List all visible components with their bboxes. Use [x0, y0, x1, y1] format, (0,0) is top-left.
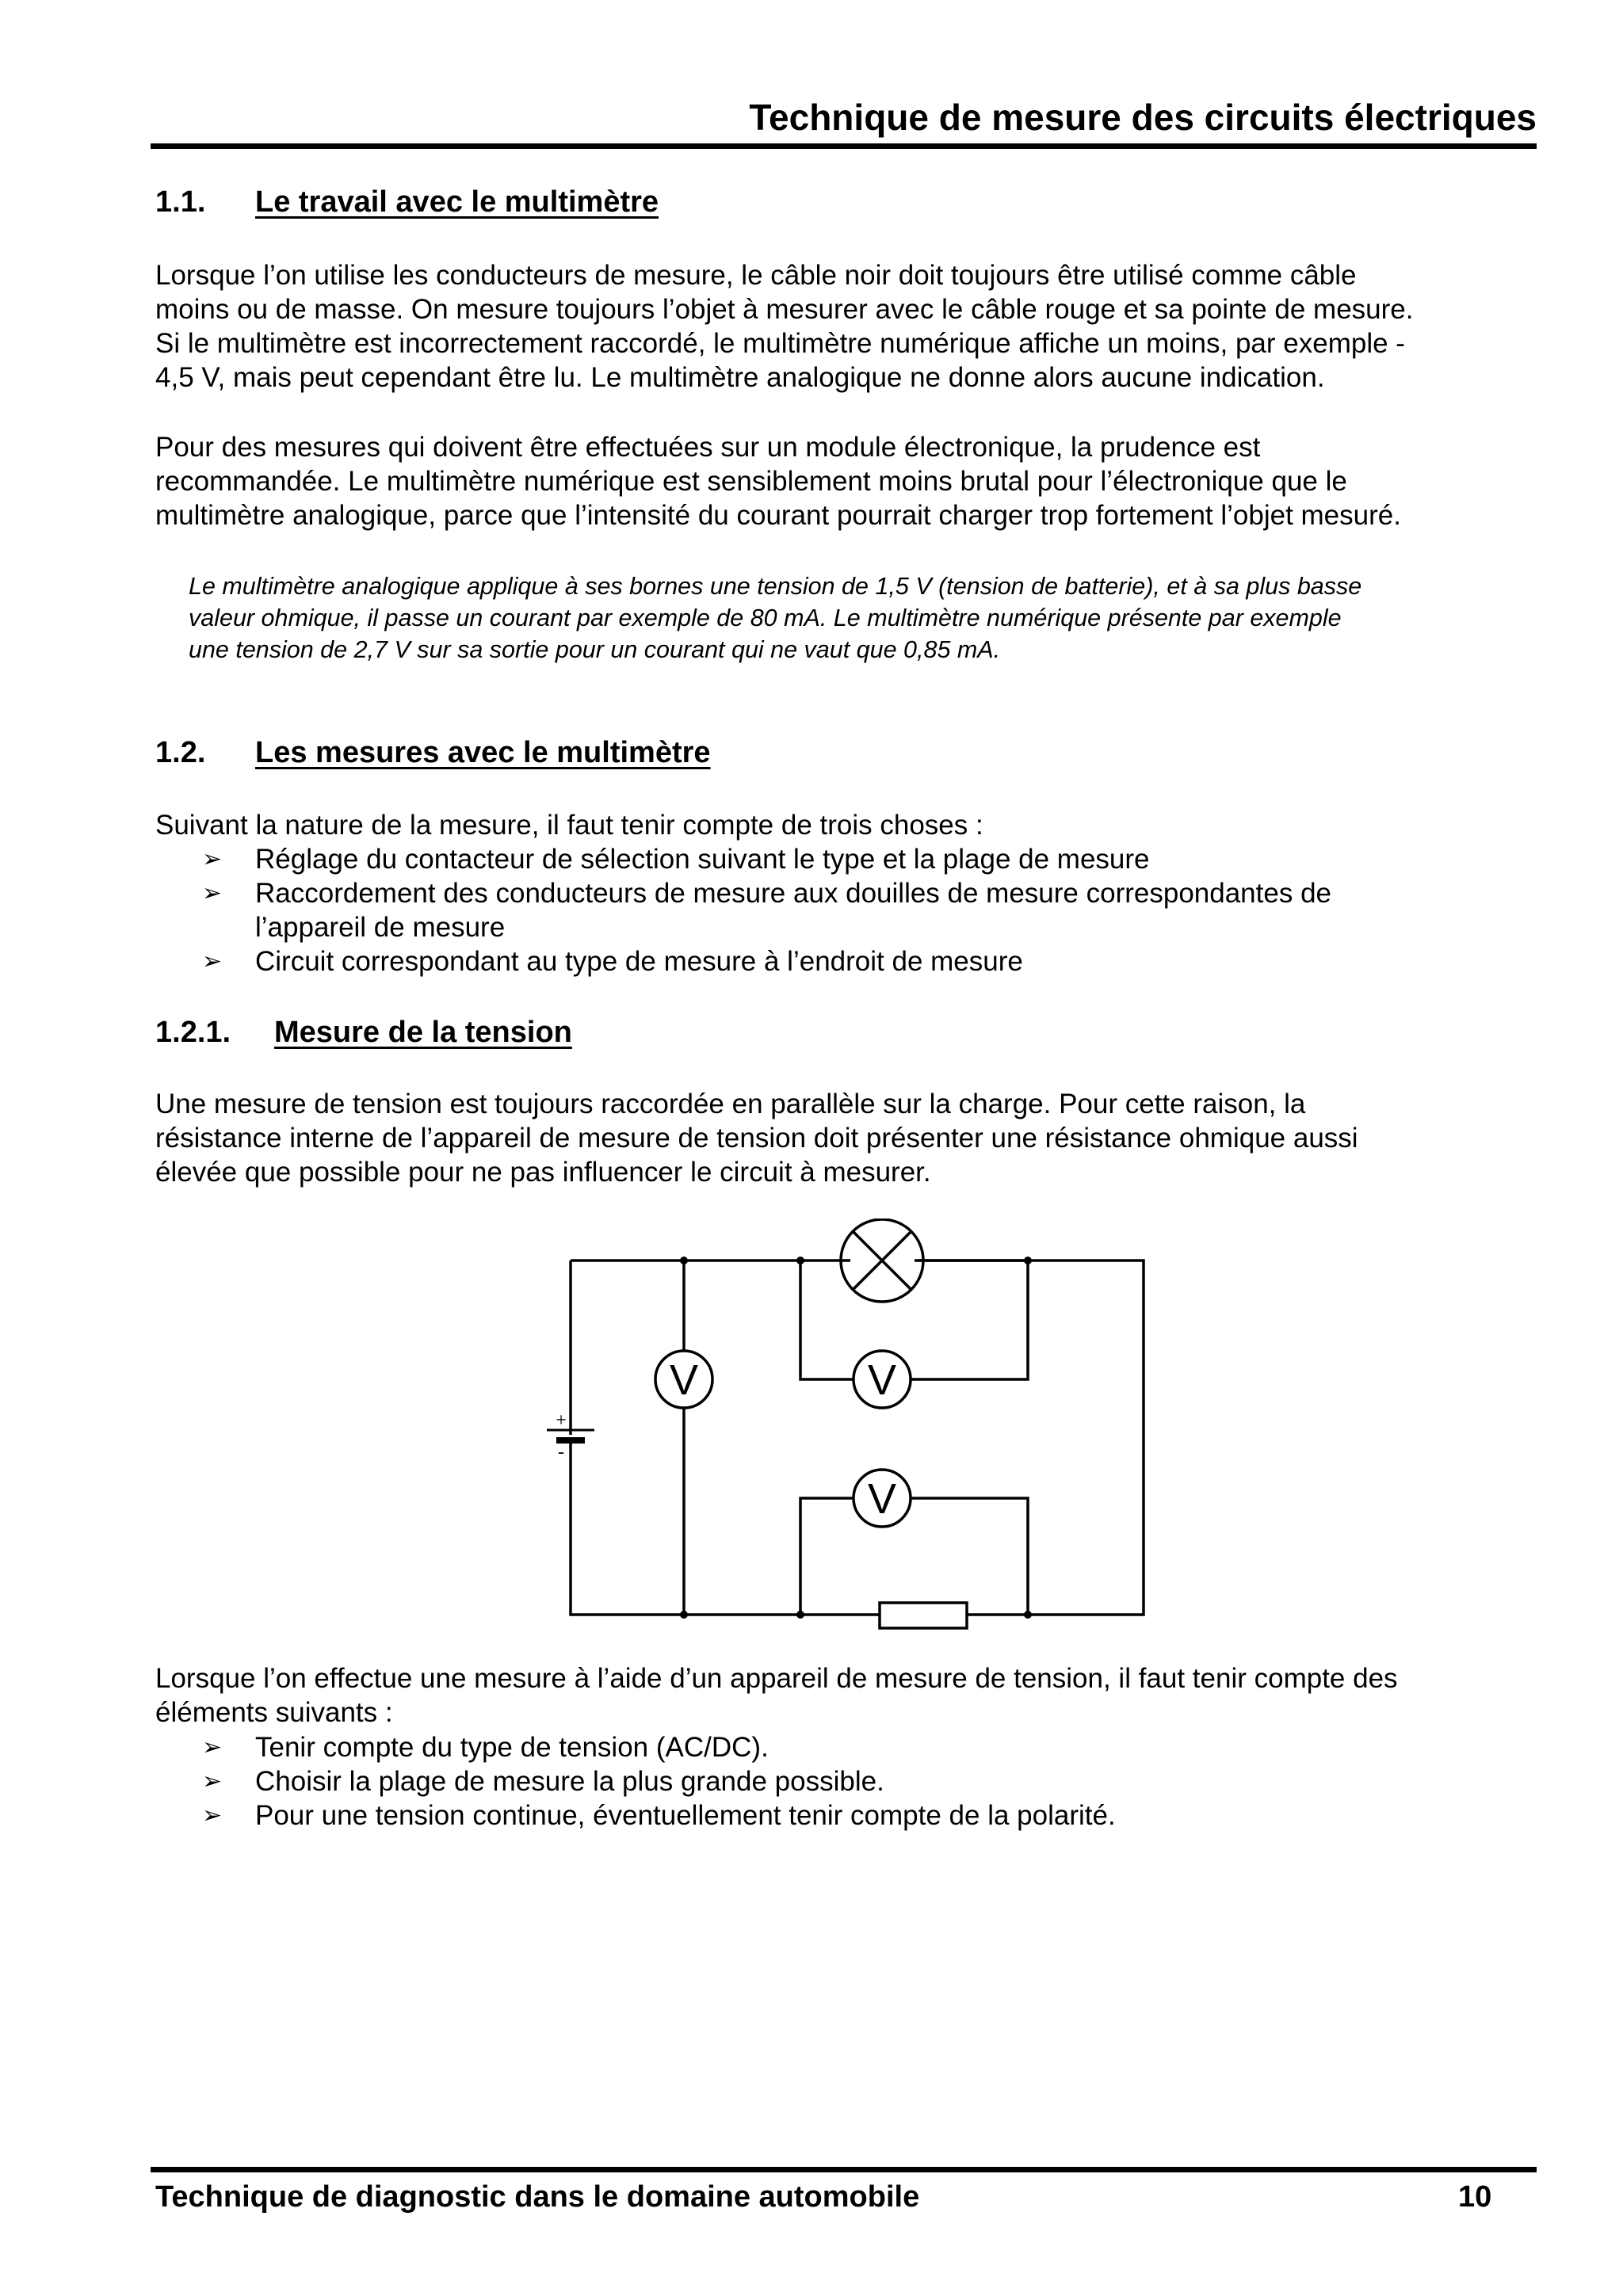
resistor-symbol	[880, 1603, 967, 1628]
text-line: Réglage du contacteur de sélection suivant le type et la plage de mesure	[255, 844, 1150, 875]
list-item	[202, 876, 1533, 944]
text-line: moins ou de masse. On mesure toujours l’objet à mesurer avec le câble rouge et sa pointe de mesure.	[155, 294, 1414, 325]
list-item	[202, 1764, 1533, 1798]
text-line: Si le multimètre est incorrectement raccordé, le multimètre numérique affiche un moins, par exemple -	[155, 328, 1405, 359]
text-line: Choisir la plage de mesure la plus grande possible.	[255, 1766, 884, 1797]
section-title: Mesure de la tension	[274, 1016, 572, 1049]
footer-rule	[151, 2167, 1537, 2172]
text-line: résistance interne de l’appareil de mesure de tension doit présenter une résistance ohmique aussi	[155, 1123, 1358, 1154]
text-line: multimètre analogique, parce que l’intensité du courant pourrait charger trop fortement l’objet mesuré.	[155, 500, 1401, 531]
text-line: 4,5 V, mais peut cependant être lu. Le multimètre analogique ne donne alors aucune indication.	[155, 362, 1325, 393]
section-1-2-1-paragraph-1	[155, 1087, 1538, 1189]
lamp-symbol	[841, 1219, 923, 1302]
text-line: valeur ohmique, il passe un courant par exemple de 80 mA. Le multimètre numérique présente par exemple	[189, 605, 1342, 631]
voltmeter-label: V	[867, 1356, 897, 1404]
arrow-bullet-icon: ➢	[202, 1802, 223, 1829]
section-1-1-paragraph-1	[155, 258, 1538, 395]
list-item	[202, 944, 1533, 978]
page-header-title: Technique de mesure des circuits électriques	[749, 97, 1537, 138]
list-item	[202, 1730, 1533, 1764]
text-line: Lorsque l’on effectue une mesure à l’aide d’un appareil de mesure de tension, il faut tenir compte des	[155, 1663, 1398, 1694]
text-line: recommandée. Le multimètre numérique est sensiblement moins brutal pour l’électronique que le	[155, 466, 1347, 497]
arrow-bullet-icon: ➢	[202, 1733, 223, 1761]
text-line: une tension de 2,7 V sur sa sortie pour un courant qui ne vaut que 0,85 mA.	[189, 636, 1001, 663]
voltmeter-label: V	[669, 1356, 699, 1404]
arrow-bullet-icon: ➢	[202, 845, 223, 873]
text-line: élevée que possible pour ne pas influencer le circuit à mesurer.	[155, 1157, 931, 1188]
list-item	[202, 842, 1533, 876]
section-title: Le travail avec le multimètre	[255, 185, 659, 219]
section-number: 1.1.	[155, 185, 206, 219]
text-line: Suivant la nature de la mesure, il faut tenir compte de trois choses :	[155, 810, 983, 841]
section-1-2-heading	[155, 735, 711, 770]
footer-title: Technique de diagnostic dans le domaine automobile	[155, 2180, 920, 2214]
text-line: Raccordement des conducteurs de mesure aux douilles de mesure correspondantes de	[255, 878, 1331, 909]
battery-plus-label: +	[556, 1410, 567, 1431]
header-rule	[151, 143, 1537, 149]
section-title: Les mesures avec le multimètre	[255, 736, 711, 769]
arrow-bullet-icon: ➢	[202, 879, 223, 907]
battery-minus-label: -	[558, 1442, 564, 1463]
arrow-bullet-icon: ➢	[202, 1768, 223, 1795]
section-1-2-intro	[155, 808, 1538, 842]
section-1-2-1-heading	[155, 1015, 572, 1050]
italic-note	[189, 570, 1536, 666]
junction-dots	[680, 1257, 1032, 1619]
text-line: Le multimètre analogique applique à ses bornes une tension de 1,5 V (tension de batterie), et à sa plus basse	[189, 573, 1362, 600]
circuit-wires	[571, 1261, 1144, 1615]
arrow-bullet-icon: ➢	[202, 948, 223, 975]
section-1-1-paragraph-2	[155, 430, 1538, 532]
list-item	[202, 1798, 1533, 1833]
page-number: 10	[1458, 2180, 1492, 2214]
text-line: Circuit correspondant au type de mesure à l’endroit de mesure	[255, 946, 1023, 977]
text-line: Une mesure de tension est toujours raccordée en parallèle sur la charge. Pour cette raison, la	[155, 1089, 1306, 1119]
section-1-2-1-bullet-list	[202, 1730, 1533, 1833]
text-line: Pour des mesures qui doivent être effectuées sur un module électronique, la prudence est	[155, 432, 1261, 463]
section-1-2-bullet-list	[202, 842, 1533, 978]
section-1-1-heading	[155, 185, 659, 219]
text-line: Lorsque l’on utilise les conducteurs de mesure, le câble noir doit toujours être utilisé comme câble	[155, 260, 1357, 291]
section-number: 1.2.	[155, 736, 206, 769]
section-1-2-1-paragraph-2	[155, 1661, 1538, 1730]
text-line: l’appareil de mesure	[255, 912, 506, 943]
text-line: Pour une tension continue, éventuellement tenir compte de la polarité.	[255, 1800, 1116, 1831]
voltage-measurement-circuit-diagram	[539, 1219, 1157, 1638]
text-line: Tenir compte du type de tension (AC/DC).	[255, 1732, 769, 1763]
section-number: 1.2.1.	[155, 1016, 231, 1049]
text-line: éléments suivants :	[155, 1697, 393, 1728]
voltmeter-label: V	[867, 1475, 897, 1523]
